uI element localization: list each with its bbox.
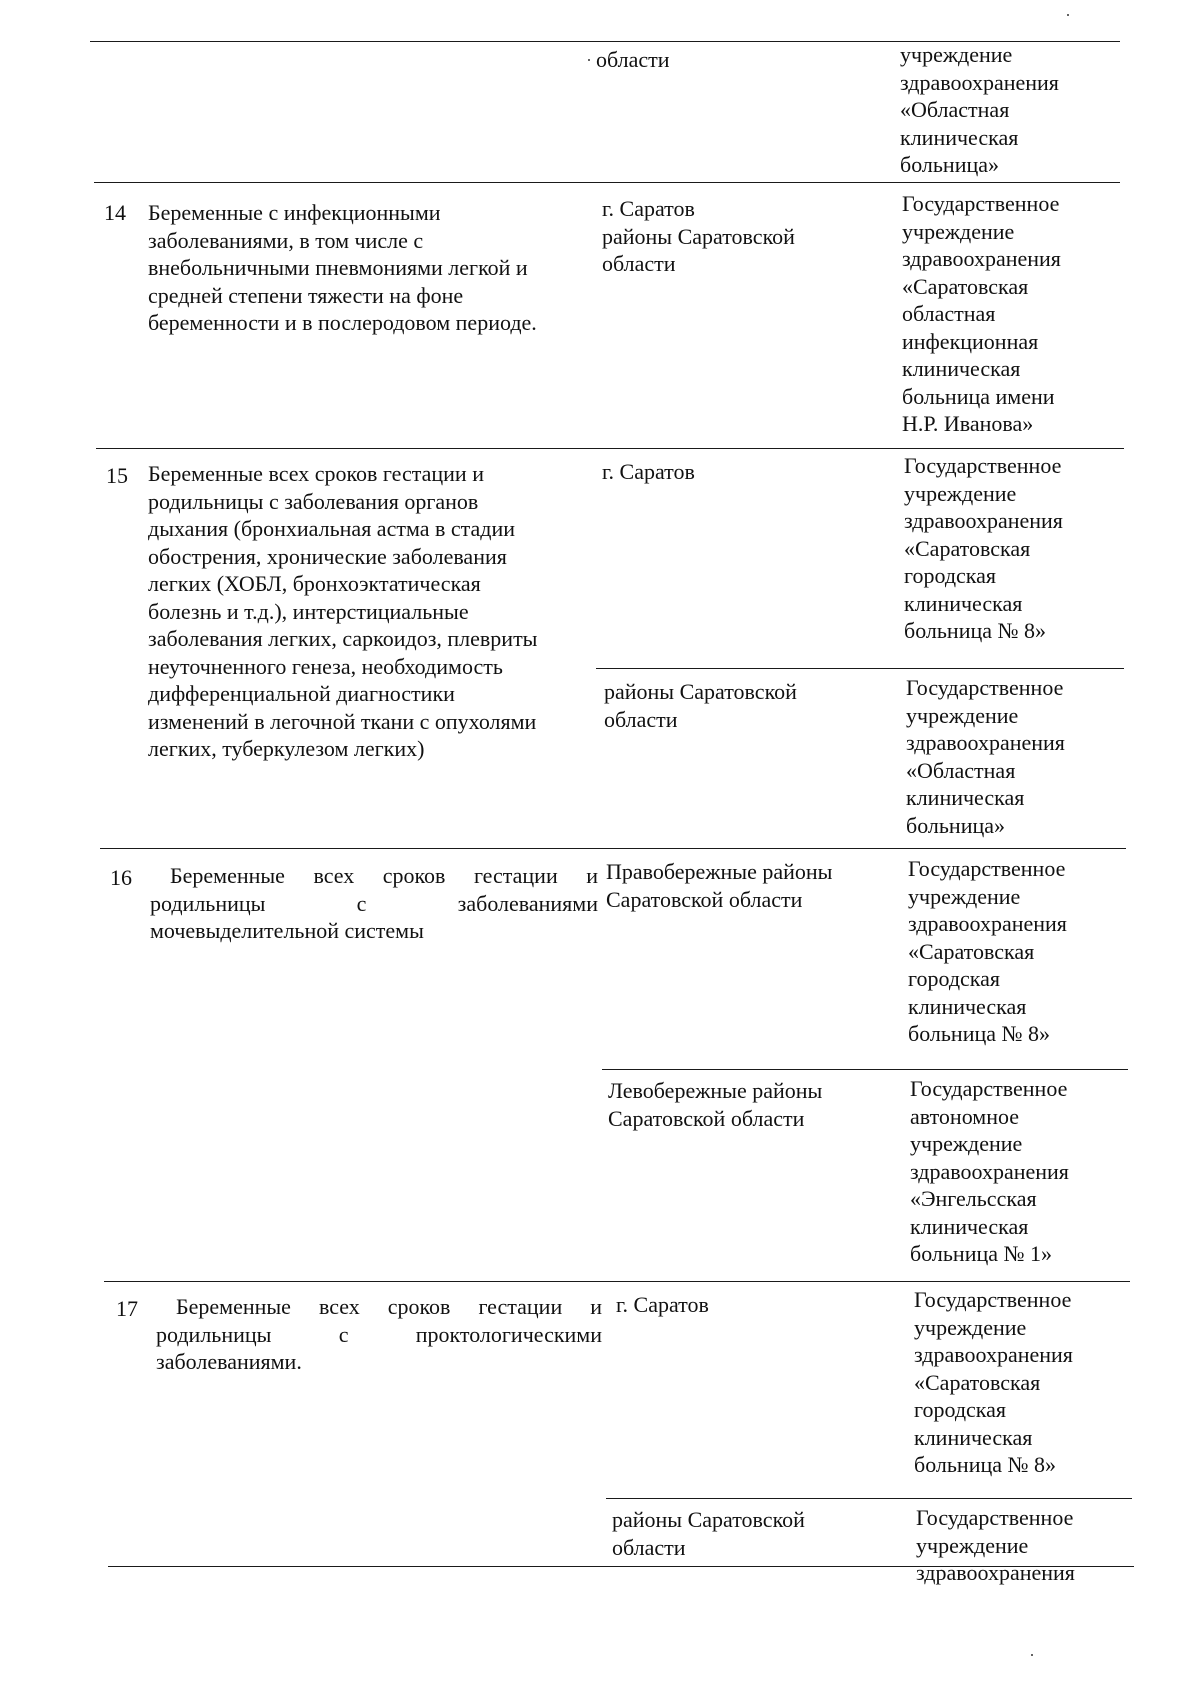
scan-speck xyxy=(588,59,590,61)
row-cont-territory: области xyxy=(596,47,670,72)
scan-speck xyxy=(1067,14,1069,16)
row-15-condition: Беременные всех сроков гестации и родильницы с заболевания органов дыхания (бронхиальная астма в стадии обострения, хронические заболевания легких (ХОБЛ, бронхоэктатическая болезнь и т.д.), интерстициальные заболевания легких, саркоидоз, плевриты неуточненного генеза, необходимость дифференциальной диагностики изменений в легочной ткани с опухолями легких, туберкулезом легких) xyxy=(148,461,538,761)
row-14-territory: г. Саратов районы Саратовской области xyxy=(602,196,795,276)
row-14-number: 14 xyxy=(104,200,126,225)
row-15-territory-1: г. Саратов xyxy=(602,459,695,484)
row-15-institution-2: Государственное учреждение здравоохранения «Областная клиническая больница» xyxy=(906,675,1065,838)
row-16-number: 16 xyxy=(110,865,132,890)
row-16-territory-1: Правобережные районы Саратовской области xyxy=(606,859,833,912)
row-15-number: 15 xyxy=(106,463,128,488)
row-17-condition: Беременные всех сроков гестации и родильницы с проктологическими заболеваниями. xyxy=(156,1294,602,1374)
row-16-condition: Беременные всех сроков гестации и родильницы с заболеваниями мочевыделительной системы xyxy=(150,863,598,943)
row-17-institution-2: Государственное учреждение здравоохранения xyxy=(916,1505,1075,1585)
row-15-subdivider xyxy=(596,668,1124,669)
row-17-territory-1: г. Саратов xyxy=(616,1292,709,1317)
row-16-institution-2: Государственное автономное учреждение здравоохранения «Энгельсская клиническая больница № 1» xyxy=(910,1076,1069,1266)
row-17-territory-2: районы Саратовской области xyxy=(612,1507,805,1560)
row-14-institution: Государственное учреждение здравоохранения «Саратовская областная инфекционная клиническая больница имени Н.Р. Иванова» xyxy=(902,191,1061,436)
row-15-territory-2: районы Саратовской области xyxy=(604,679,797,732)
row-15-institution-1: Государственное учреждение здравоохранения «Саратовская городская клиническая больница № 8» xyxy=(904,453,1063,643)
row-16-territory-2: Левобережные районы Саратовской области xyxy=(608,1078,823,1131)
row-17-subdivider xyxy=(606,1498,1132,1499)
row-cont-institution: учреждение здравоохранения «Областная клиническая больница» xyxy=(900,42,1059,177)
row-divider-13-14 xyxy=(94,182,1120,183)
row-divider-14-15 xyxy=(96,448,1124,449)
row-17-number: 17 xyxy=(116,1296,138,1321)
row-17-institution-1: Государственное учреждение здравоохранения «Саратовская городская клиническая больница № 8» xyxy=(914,1287,1073,1477)
row-16-subdivider xyxy=(602,1069,1128,1070)
scan-speck xyxy=(1031,1654,1033,1656)
row-16-institution-1: Государственное учреждение здравоохранения «Саратовская городская клиническая больница № 8» xyxy=(908,856,1067,1046)
row-divider-15-16 xyxy=(100,848,1126,849)
row-14-condition: Беременные с инфекционными заболеваниями, в том числе с внебольничными пневмониями легкой и средней степени тяжести на фоне беременности и в послеродовом периоде. xyxy=(148,200,537,335)
row-divider-16-17 xyxy=(104,1281,1130,1282)
